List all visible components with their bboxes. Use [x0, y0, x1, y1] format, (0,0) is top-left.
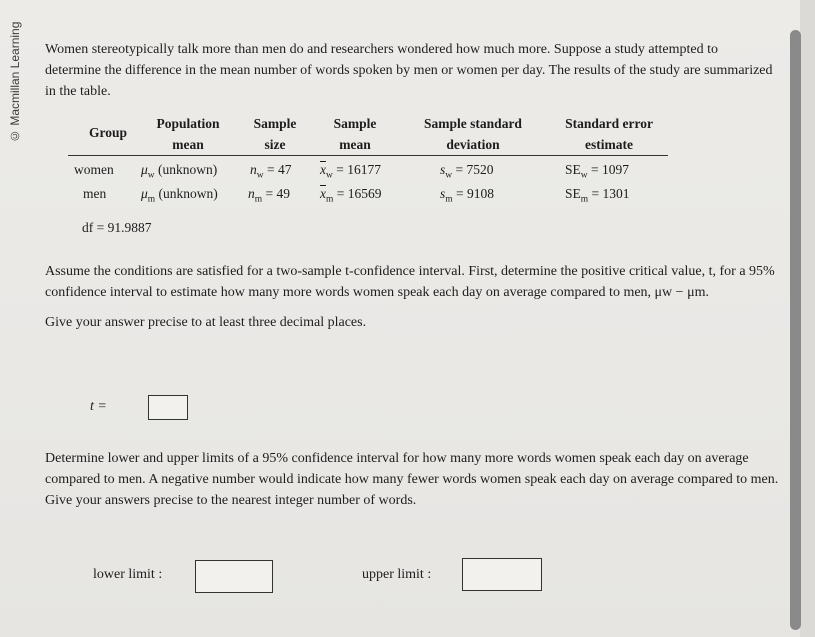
row-women-n: $n_w = 47$	[250, 162, 292, 181]
row-women-xbar: $\overline{x}_w = 16177$	[320, 162, 381, 181]
row-men-pop-mean: $\mu_m$ (unknown)	[141, 186, 218, 205]
question-1-text: Assume the conditions are satisfied for a two-sample t-confidence interval. First, determine the positive critical value, t, for a 95% confidence interval to estimate how many more words women speak each day on average compared to men, μw − μm.	[45, 264, 775, 300]
header-group: Group	[88, 125, 127, 140]
lower-limit-input[interactable]	[195, 560, 273, 593]
header-population-mean-2: mean	[172, 137, 204, 152]
row-women-group: women	[74, 162, 114, 177]
copyright-credit: © Macmillan Learning	[8, 22, 22, 144]
question-2-text: Determine lower and upper limits of a 95% confidence interval for how many more words women speak each day on average compared to men. A negative number would indicate how many fewer words women speak each day on average compared to men. Give your answers precise to the nearest integer number of words.	[45, 451, 779, 508]
table-header-rule	[68, 155, 668, 156]
t-label: t =	[90, 399, 107, 414]
row-women-pop-mean: $\mu_w$ (unknown)	[141, 162, 218, 181]
header-sample-sd-1: Sample standard	[424, 116, 522, 131]
row-men-sd: $s_m = 9108$	[440, 186, 494, 205]
scrollbar-track[interactable]	[800, 0, 815, 637]
scrollbar-thumb[interactable]	[790, 30, 801, 630]
header-sample-size-1: Sample	[253, 116, 297, 131]
header-se-2: estimate	[585, 137, 633, 152]
t-value-input[interactable]	[148, 395, 188, 420]
row-women-se: $SE_w = 1097$	[565, 162, 629, 181]
header-sample-sd-2: deviation	[446, 137, 500, 152]
question-1-precision-note: Give your answer precise to at least three decimal places.	[45, 315, 367, 330]
row-men-xbar: $\overline{x}_m = 16569$	[320, 186, 382, 205]
header-sample-size-2: size	[264, 137, 286, 152]
header-se-1: Standard error	[565, 116, 653, 131]
header-sample-mean-1: Sample	[333, 116, 377, 131]
header-sample-mean-2: mean	[339, 137, 371, 152]
row-men-se: $SE_m = 1301$	[565, 186, 630, 205]
row-men-n: $n_m = 49$	[248, 186, 290, 205]
lower-limit-label: lower limit :	[93, 567, 163, 582]
upper-limit-input[interactable]	[462, 558, 542, 591]
row-women-sd: $s_w = 7520$	[440, 162, 494, 181]
intro-text: Women stereotypically talk more than men do and researchers wondered how much more. Suppose a study attempted to determine the difference in the mean number of words spoken by men or women per day. The results of the study are summarized in the table.	[45, 42, 773, 99]
row-men-group: men	[83, 186, 107, 201]
results-table	[68, 113, 668, 213]
degrees-of-freedom: df = 91.9887	[82, 220, 152, 235]
header-population-mean-1: Population	[156, 116, 220, 131]
upper-limit-label: upper limit :	[362, 567, 432, 582]
